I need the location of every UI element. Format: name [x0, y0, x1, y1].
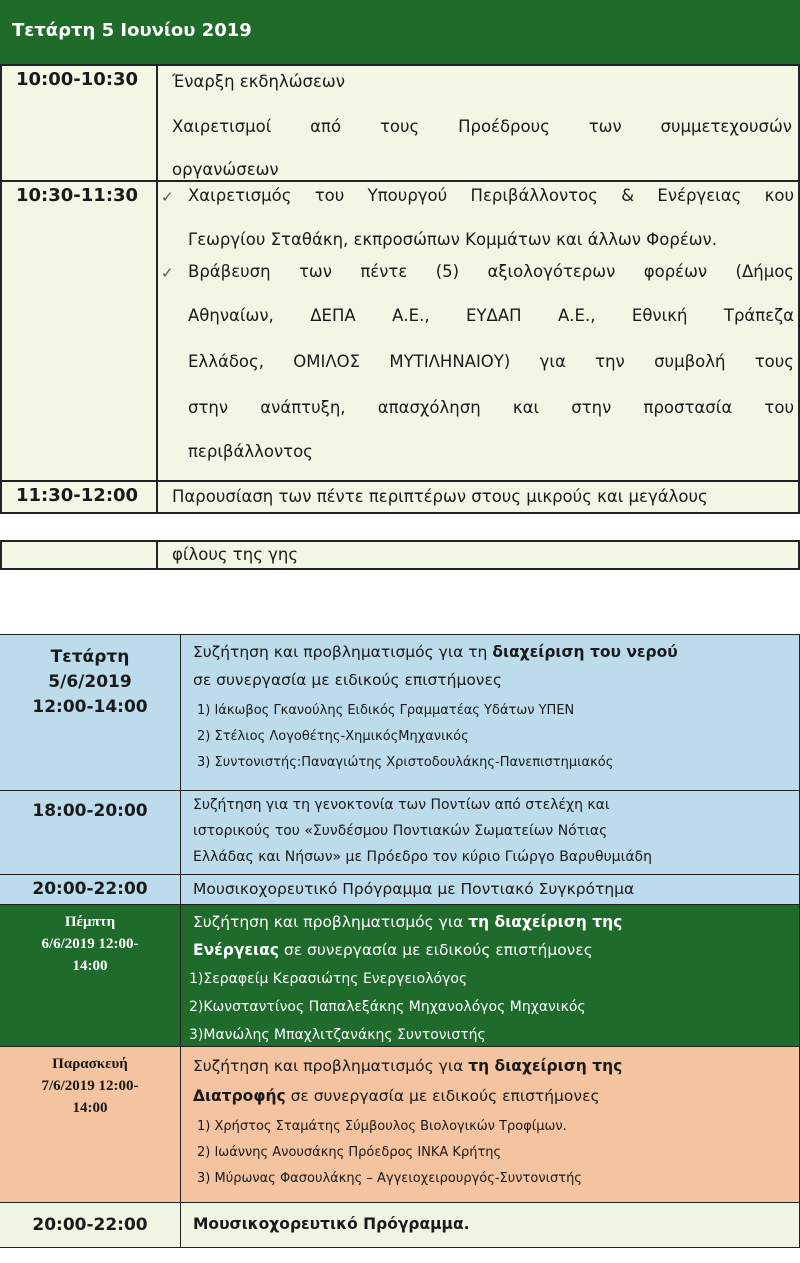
line-text: στην ανάπτυξη, απασχόληση και στην προστασία του: [188, 398, 794, 417]
event-line: [172, 117, 792, 136]
session-line: Ελλάδας και Νήσων» με Πρόεδρο τον κύριο Γιώργο Βαρυθυμιάδη: [193, 849, 652, 865]
time-cell-2: [0, 180, 158, 482]
session-subtitle: σε συνεργασία με ειδικούς επιστήμονες: [193, 671, 502, 689]
time-cell-pontic-talk: [0, 790, 182, 876]
time-cell-music-1: [0, 874, 182, 906]
check-icon: ✓: [161, 188, 174, 206]
session-cell-music-1: [180, 874, 800, 906]
session-line: Συζήτηση για τη γενοκτονία των Ποντίων από στελέχη και: [193, 797, 610, 813]
date-time-label: 7/6/2019 12:00-: [41, 1078, 139, 1094]
title-bold: Ενέργειας: [193, 941, 279, 959]
session-subtitle: [193, 1087, 600, 1105]
title-bold: τη διαχείριση της: [468, 913, 623, 931]
speaker-item: 1) Ιάκωβος Γκανούλης Ειδικός Γραμματέας Υδάτων ΥΠΕΝ: [197, 703, 575, 718]
session-cell-nutrition: [180, 1046, 800, 1204]
day-header: Τετάρτη 5 Ιουνίου 2019: [0, 0, 800, 64]
event-line: Γεωργίου Σταθάκη, εκπροσώπων Κομμάτων και άλλων Φορέων.: [188, 230, 718, 249]
date-label: 5/6/2019: [48, 672, 132, 692]
time-label: 20:00-22:00: [32, 879, 148, 899]
event-line: Έναρξη εκδηλώσεων: [172, 72, 345, 91]
check-icon: ✓: [161, 264, 174, 282]
event-line: [188, 398, 794, 417]
session-cell-pontic: [180, 790, 800, 876]
day-label: Πέμπτη: [64, 914, 116, 930]
word: Χαιρετισμοί: [172, 117, 272, 136]
title-bold: διαχείριση του νερού: [492, 643, 678, 661]
time-label: 10:30-11:30: [16, 185, 139, 206]
session-subtitle: [193, 941, 593, 959]
time-cell-music-2: [0, 1202, 182, 1248]
session-title: [193, 643, 678, 661]
event-cell-3: [156, 480, 800, 514]
event-cell-1: [156, 64, 800, 182]
title-text: Συζήτηση και προβληματισμός για τη: [193, 643, 493, 661]
event-line: [188, 306, 794, 325]
date-time-label: 14:00: [72, 1100, 108, 1116]
event-line: [188, 186, 794, 205]
speaker-item: 3) Μύρωνας Φασουλάκης – Αγγειοχειρουργός-Συντονιστής: [197, 1171, 582, 1186]
speaker-item: 3)Μανώλης Μπαχλιτζανάκης Συντονιστής: [189, 1027, 486, 1043]
speaker-item: 1)Σεραφείμ Κερασιώτης Ενεργειολόγος: [189, 971, 468, 987]
date-cell-fri: [0, 1046, 182, 1204]
event-line: φίλους της γης: [172, 545, 299, 564]
time-label: 10:00-10:30: [16, 69, 139, 90]
speaker-item: 2) Στέλιος Λογοθέτης-ΧημικόςΜηχανικός: [197, 729, 469, 744]
event-line: [188, 352, 794, 371]
time-cell-1: [0, 64, 158, 182]
event-line: Παρουσίαση των πέντε περιπτέρων στους μικρούς και μεγάλους: [172, 487, 708, 506]
speaker-item: 1) Χρήστος Σταμάτης Σύμβουλος Βιολογικών Τροφίμων.: [197, 1119, 567, 1134]
event-line: [188, 262, 794, 281]
day-label: Παρασκευή: [52, 1056, 128, 1072]
title-bold: Διατροφής: [193, 1087, 286, 1105]
line-text: Βράβευση των πέντε (5) αξιολογότερων φορέων (Δήμος: [188, 262, 794, 281]
session-title: [193, 913, 622, 931]
title-text: σε συνεργασία με ειδικούς επιστήμονες: [278, 941, 593, 959]
event-line: περιβάλλοντος: [188, 442, 313, 461]
session-cell-energy: [180, 904, 800, 1048]
session-cell-music-2: [180, 1202, 800, 1248]
session-line: ιστορικούς του «Συνδέσμου Ποντιακών Σωματείων Νότιας: [193, 823, 608, 839]
session-line: Μουσικοχορευτικό Πρόγραμμα με Ποντιακό Συγκρότημα: [193, 880, 635, 898]
session-cell-water: [180, 634, 800, 792]
line-text: Ελλάδος, ΟΜΙΛΟΣ ΜΥΤΙΛΗΝΑΙΟΥ) για την συμβολή τους: [188, 352, 794, 371]
word: συμμετεχουσών: [660, 117, 792, 136]
event-cell-2: [156, 180, 800, 482]
event-line: οργανώσεων: [172, 160, 279, 179]
title-text: σε συνεργασία με ειδικούς επιστήμονες: [285, 1087, 600, 1105]
word: τους: [379, 117, 420, 136]
date-cell-thu: [0, 904, 182, 1048]
time-cell-continued: [0, 540, 158, 570]
session-title: [193, 1057, 622, 1075]
time-cell-3: [0, 480, 158, 514]
day-label: Τετάρτη: [50, 647, 130, 667]
speaker-item: 2) Ιωάννης Ανουσάκης Πρόεδρος ΙΝΚΑ Κρήτης: [197, 1145, 502, 1160]
date-time-label: 6/6/2019 12:00-: [41, 936, 139, 952]
date-time-label: 14:00: [72, 958, 108, 974]
title-text: Συζήτηση και προβληματισμός για: [193, 1057, 469, 1075]
line-text: Αθηναίων, ΔΕΠΑ Α.Ε., ΕΥΔΑΠ Α.Ε., Εθνική Τράπεζα: [188, 306, 794, 325]
word: των: [588, 117, 622, 136]
time-label: 18:00-20:00: [32, 801, 148, 821]
speaker-item: 3) Συντονιστής:Παναγιώτης Χριστοδουλάκης-Πανεπιστημιακός: [197, 755, 614, 770]
word: Προέδρους: [458, 117, 550, 136]
date-cell-wed: [0, 634, 182, 792]
title-bold: τη διαχείριση της: [468, 1057, 623, 1075]
time-label: 20:00-22:00: [32, 1215, 148, 1235]
word: από: [310, 117, 342, 136]
speaker-item: 2)Κωνσταντίνος Παπαλεξάκης Μηχανολόγος Μηχανικός: [189, 999, 586, 1015]
line-text: Χαιρετισμός του Υπουργού Περιβάλλοντος & Ενέργειας κου: [188, 186, 794, 205]
time-label: 11:30-12:00: [16, 485, 139, 506]
event-cell-continued: [156, 540, 800, 570]
time-label: 12:00-14:00: [32, 697, 148, 717]
session-line: Μουσικοχορευτικό Πρόγραμμα.: [193, 1215, 470, 1233]
title-text: Συζήτηση και προβληματισμός για: [193, 913, 469, 931]
